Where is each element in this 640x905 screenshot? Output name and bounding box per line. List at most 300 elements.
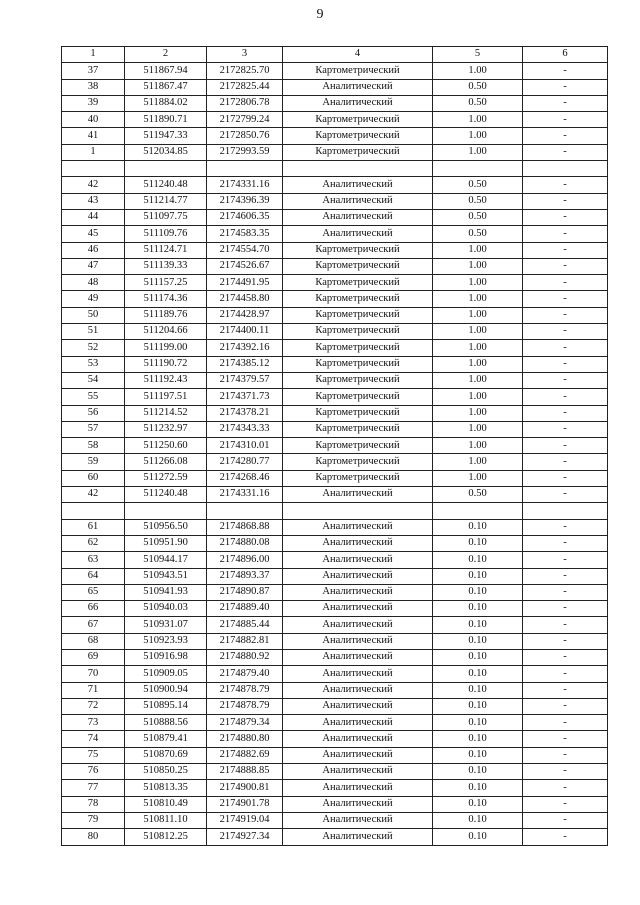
precision-cell: 1.00 bbox=[433, 307, 523, 323]
table-row bbox=[62, 698, 608, 714]
precision-cell: 1.00 bbox=[433, 454, 523, 470]
precision-cell: 0.10 bbox=[433, 780, 523, 796]
y-coordinate-cell: 2172825.44 bbox=[207, 79, 283, 95]
precision-cell: 0.10 bbox=[433, 552, 523, 568]
table-row bbox=[62, 649, 608, 665]
table-row bbox=[62, 633, 608, 649]
x-coordinate-cell: 510931.07 bbox=[125, 617, 207, 633]
method-cell: Картометрический bbox=[283, 454, 433, 470]
point-number-cell: 55 bbox=[62, 389, 125, 405]
table-row bbox=[62, 389, 608, 405]
y-coordinate-cell: 2174880.08 bbox=[207, 535, 283, 551]
note-cell: - bbox=[523, 95, 608, 111]
point-number-cell: 49 bbox=[62, 291, 125, 307]
precision-cell: 0.10 bbox=[433, 601, 523, 617]
method-cell: Аналитический bbox=[283, 568, 433, 584]
x-coordinate-cell: 511214.77 bbox=[125, 193, 207, 209]
note-cell: - bbox=[523, 226, 608, 242]
y-coordinate-cell bbox=[207, 503, 283, 519]
note-cell: - bbox=[523, 552, 608, 568]
precision-cell: 1.00 bbox=[433, 112, 523, 128]
point-number-cell: 57 bbox=[62, 421, 125, 437]
precision-cell: 0.10 bbox=[433, 584, 523, 600]
x-coordinate-cell: 511867.47 bbox=[125, 79, 207, 95]
method-cell: Аналитический bbox=[283, 682, 433, 698]
x-coordinate-cell: 511947.33 bbox=[125, 128, 207, 144]
point-number-cell: 62 bbox=[62, 535, 125, 551]
table-row bbox=[62, 731, 608, 747]
y-coordinate-cell: 2174343.33 bbox=[207, 421, 283, 437]
method-cell: Картометрический bbox=[283, 112, 433, 128]
y-coordinate-cell: 2174880.80 bbox=[207, 731, 283, 747]
x-coordinate-cell: 510879.41 bbox=[125, 731, 207, 747]
column-header-2: 2 bbox=[125, 47, 207, 63]
method-cell: Аналитический bbox=[283, 519, 433, 535]
point-number-cell: 44 bbox=[62, 209, 125, 225]
point-number-cell: 66 bbox=[62, 601, 125, 617]
point-number-cell: 68 bbox=[62, 633, 125, 649]
note-cell: - bbox=[523, 275, 608, 291]
point-number-cell: 56 bbox=[62, 405, 125, 421]
table-row bbox=[62, 519, 608, 535]
y-coordinate-cell: 2174379.57 bbox=[207, 372, 283, 388]
table-row bbox=[62, 275, 608, 291]
x-coordinate-cell: 510870.69 bbox=[125, 747, 207, 763]
x-coordinate-cell: 511157.25 bbox=[125, 275, 207, 291]
method-cell: Аналитический bbox=[283, 747, 433, 763]
method-cell: Аналитический bbox=[283, 79, 433, 95]
coordinates-table bbox=[61, 46, 608, 846]
precision-cell: 0.50 bbox=[433, 487, 523, 503]
table-row bbox=[62, 226, 608, 242]
y-coordinate-cell: 2174868.88 bbox=[207, 519, 283, 535]
point-number-cell: 63 bbox=[62, 552, 125, 568]
precision-cell: 0.50 bbox=[433, 79, 523, 95]
point-number-cell: 42 bbox=[62, 177, 125, 193]
precision-cell: 1.00 bbox=[433, 421, 523, 437]
precision-cell: 1.00 bbox=[433, 258, 523, 274]
x-coordinate-cell: 511272.59 bbox=[125, 470, 207, 486]
y-coordinate-cell: 2172850.76 bbox=[207, 128, 283, 144]
precision-cell: 0.10 bbox=[433, 617, 523, 633]
note-cell: - bbox=[523, 356, 608, 372]
table-row bbox=[62, 666, 608, 682]
precision-cell: 0.50 bbox=[433, 209, 523, 225]
table-row bbox=[62, 535, 608, 551]
precision-cell: 1.00 bbox=[433, 470, 523, 486]
precision-cell: 1.00 bbox=[433, 63, 523, 79]
point-number-cell: 74 bbox=[62, 731, 125, 747]
note-cell: - bbox=[523, 780, 608, 796]
table-row bbox=[62, 291, 608, 307]
note-cell: - bbox=[523, 470, 608, 486]
y-coordinate-cell: 2172993.59 bbox=[207, 144, 283, 160]
note-cell: - bbox=[523, 389, 608, 405]
point-number-cell: 60 bbox=[62, 470, 125, 486]
method-cell: Аналитический bbox=[283, 552, 433, 568]
point-number-cell: 64 bbox=[62, 568, 125, 584]
method-cell: Картометрический bbox=[283, 144, 433, 160]
note-cell: - bbox=[523, 63, 608, 79]
x-coordinate-cell: 511867.94 bbox=[125, 63, 207, 79]
note-cell: - bbox=[523, 649, 608, 665]
y-coordinate-cell: 2174458.80 bbox=[207, 291, 283, 307]
point-number-cell: 61 bbox=[62, 519, 125, 535]
x-coordinate-cell bbox=[125, 161, 207, 177]
method-cell: Картометрический bbox=[283, 291, 433, 307]
x-coordinate-cell: 511124.71 bbox=[125, 242, 207, 258]
note-cell: - bbox=[523, 812, 608, 828]
table-row bbox=[62, 568, 608, 584]
y-coordinate-cell: 2174378.21 bbox=[207, 405, 283, 421]
y-coordinate-cell: 2172825.70 bbox=[207, 63, 283, 79]
note-cell: - bbox=[523, 242, 608, 258]
note-cell: - bbox=[523, 438, 608, 454]
x-coordinate-cell: 510941.93 bbox=[125, 584, 207, 600]
point-number-cell: 47 bbox=[62, 258, 125, 274]
x-coordinate-cell: 510909.05 bbox=[125, 666, 207, 682]
point-number-cell: 42 bbox=[62, 487, 125, 503]
method-cell: Картометрический bbox=[283, 242, 433, 258]
method-cell: Картометрический bbox=[283, 128, 433, 144]
point-number-cell: 43 bbox=[62, 193, 125, 209]
x-coordinate-cell: 511204.66 bbox=[125, 324, 207, 340]
y-coordinate-cell: 2174880.92 bbox=[207, 649, 283, 665]
table-body bbox=[62, 63, 608, 845]
precision-cell: 0.10 bbox=[433, 747, 523, 763]
note-cell: - bbox=[523, 584, 608, 600]
x-coordinate-cell: 511884.02 bbox=[125, 95, 207, 111]
point-number-cell bbox=[62, 503, 125, 519]
method-cell: Аналитический bbox=[283, 584, 433, 600]
method-cell: Картометрический bbox=[283, 470, 433, 486]
precision-cell: 1.00 bbox=[433, 372, 523, 388]
method-cell: Картометрический bbox=[283, 389, 433, 405]
table-row bbox=[62, 829, 608, 845]
y-coordinate-cell: 2174385.12 bbox=[207, 356, 283, 372]
y-coordinate-cell: 2174554.70 bbox=[207, 242, 283, 258]
table-row bbox=[62, 307, 608, 323]
table-row bbox=[62, 324, 608, 340]
method-cell: Аналитический bbox=[283, 601, 433, 617]
method-cell: Аналитический bbox=[283, 731, 433, 747]
point-number-cell: 52 bbox=[62, 340, 125, 356]
note-cell: - bbox=[523, 193, 608, 209]
method-cell: Аналитический bbox=[283, 487, 433, 503]
precision-cell: 1.00 bbox=[433, 356, 523, 372]
column-header-4: 4 bbox=[283, 47, 433, 63]
method-cell: Картометрический bbox=[283, 356, 433, 372]
column-header-5: 5 bbox=[433, 47, 523, 63]
point-number-cell: 69 bbox=[62, 649, 125, 665]
y-coordinate-cell: 2174606.35 bbox=[207, 209, 283, 225]
point-number-cell: 37 bbox=[62, 63, 125, 79]
y-coordinate-cell: 2174878.79 bbox=[207, 682, 283, 698]
precision-cell: 0.10 bbox=[433, 633, 523, 649]
y-coordinate-cell: 2174890.87 bbox=[207, 584, 283, 600]
x-coordinate-cell: 511097.75 bbox=[125, 209, 207, 225]
method-cell: Аналитический bbox=[283, 796, 433, 812]
table-row bbox=[62, 796, 608, 812]
y-coordinate-cell: 2174526.67 bbox=[207, 258, 283, 274]
point-number-cell: 80 bbox=[62, 829, 125, 845]
y-coordinate-cell: 2174889.40 bbox=[207, 601, 283, 617]
x-coordinate-cell: 510850.25 bbox=[125, 764, 207, 780]
method-cell: Аналитический bbox=[283, 177, 433, 193]
precision-cell: 0.10 bbox=[433, 796, 523, 812]
table-row bbox=[62, 682, 608, 698]
table-row bbox=[62, 95, 608, 111]
method-cell: Аналитический bbox=[283, 209, 433, 225]
precision-cell: 1.00 bbox=[433, 291, 523, 307]
y-coordinate-cell: 2174882.69 bbox=[207, 747, 283, 763]
table-row bbox=[62, 405, 608, 421]
y-coordinate-cell: 2174896.00 bbox=[207, 552, 283, 568]
precision-cell: 0.10 bbox=[433, 519, 523, 535]
x-coordinate-cell: 510951.90 bbox=[125, 535, 207, 551]
precision-cell: 1.00 bbox=[433, 242, 523, 258]
note-cell bbox=[523, 161, 608, 177]
method-cell: Аналитический bbox=[283, 715, 433, 731]
y-coordinate-cell: 2174331.16 bbox=[207, 177, 283, 193]
table-row bbox=[62, 161, 608, 177]
method-cell: Аналитический bbox=[283, 666, 433, 682]
table-row bbox=[62, 421, 608, 437]
method-cell: Картометрический bbox=[283, 307, 433, 323]
method-cell: Аналитический bbox=[283, 829, 433, 845]
table-row bbox=[62, 764, 608, 780]
precision-cell: 1.00 bbox=[433, 389, 523, 405]
point-number-cell: 38 bbox=[62, 79, 125, 95]
precision-cell: 0.10 bbox=[433, 829, 523, 845]
method-cell: Аналитический bbox=[283, 698, 433, 714]
note-cell: - bbox=[523, 258, 608, 274]
method-cell: Картометрический bbox=[283, 275, 433, 291]
y-coordinate-cell: 2174893.37 bbox=[207, 568, 283, 584]
point-number-cell: 79 bbox=[62, 812, 125, 828]
precision-cell: 0.50 bbox=[433, 95, 523, 111]
precision-cell bbox=[433, 161, 523, 177]
method-cell: Картометрический bbox=[283, 438, 433, 454]
note-cell: - bbox=[523, 372, 608, 388]
point-number-cell: 67 bbox=[62, 617, 125, 633]
precision-cell: 0.10 bbox=[433, 568, 523, 584]
point-number-cell: 39 bbox=[62, 95, 125, 111]
x-coordinate-cell: 510943.51 bbox=[125, 568, 207, 584]
point-number-cell: 45 bbox=[62, 226, 125, 242]
precision-cell: 0.50 bbox=[433, 177, 523, 193]
table-row bbox=[62, 63, 608, 79]
method-cell: Аналитический bbox=[283, 95, 433, 111]
point-number-cell: 59 bbox=[62, 454, 125, 470]
note-cell: - bbox=[523, 747, 608, 763]
note-cell: - bbox=[523, 454, 608, 470]
table-row bbox=[62, 715, 608, 731]
precision-cell: 1.00 bbox=[433, 438, 523, 454]
table-row bbox=[62, 112, 608, 128]
note-cell: - bbox=[523, 519, 608, 535]
table-row bbox=[62, 79, 608, 95]
x-coordinate-cell: 511250.60 bbox=[125, 438, 207, 454]
note-cell: - bbox=[523, 405, 608, 421]
precision-cell: 1.00 bbox=[433, 340, 523, 356]
y-coordinate-cell: 2174888.85 bbox=[207, 764, 283, 780]
y-coordinate-cell: 2174491.95 bbox=[207, 275, 283, 291]
table-row bbox=[62, 487, 608, 503]
precision-cell: 0.10 bbox=[433, 764, 523, 780]
table-row bbox=[62, 617, 608, 633]
table-row bbox=[62, 454, 608, 470]
x-coordinate-cell: 511192.43 bbox=[125, 372, 207, 388]
table-row bbox=[62, 193, 608, 209]
method-cell: Аналитический bbox=[283, 193, 433, 209]
point-number-cell: 70 bbox=[62, 666, 125, 682]
y-coordinate-cell: 2174879.40 bbox=[207, 666, 283, 682]
x-coordinate-cell: 510813.35 bbox=[125, 780, 207, 796]
note-cell: - bbox=[523, 796, 608, 812]
y-coordinate-cell: 2174280.77 bbox=[207, 454, 283, 470]
note-cell: - bbox=[523, 79, 608, 95]
method-cell: Картометрический bbox=[283, 372, 433, 388]
x-coordinate-cell: 510895.14 bbox=[125, 698, 207, 714]
note-cell: - bbox=[523, 487, 608, 503]
point-number-cell: 53 bbox=[62, 356, 125, 372]
method-cell: Картометрический bbox=[283, 63, 433, 79]
method-cell bbox=[283, 503, 433, 519]
x-coordinate-cell: 510944.17 bbox=[125, 552, 207, 568]
y-coordinate-cell: 2174927.34 bbox=[207, 829, 283, 845]
note-cell: - bbox=[523, 421, 608, 437]
table-row bbox=[62, 812, 608, 828]
note-cell: - bbox=[523, 617, 608, 633]
method-cell: Аналитический bbox=[283, 764, 433, 780]
method-cell: Аналитический bbox=[283, 780, 433, 796]
method-cell bbox=[283, 161, 433, 177]
table-row bbox=[62, 372, 608, 388]
table-row bbox=[62, 356, 608, 372]
table-row bbox=[62, 552, 608, 568]
y-coordinate-cell: 2174310.01 bbox=[207, 438, 283, 454]
table-row bbox=[62, 144, 608, 160]
table-row bbox=[62, 438, 608, 454]
y-coordinate-cell: 2172806.78 bbox=[207, 95, 283, 111]
note-cell: - bbox=[523, 307, 608, 323]
method-cell: Аналитический bbox=[283, 812, 433, 828]
x-coordinate-cell: 511199.00 bbox=[125, 340, 207, 356]
x-coordinate-cell: 510811.10 bbox=[125, 812, 207, 828]
table-row bbox=[62, 258, 608, 274]
note-cell: - bbox=[523, 715, 608, 731]
x-coordinate-cell: 510888.56 bbox=[125, 715, 207, 731]
x-coordinate-cell bbox=[125, 503, 207, 519]
x-coordinate-cell: 511190.72 bbox=[125, 356, 207, 372]
note-cell: - bbox=[523, 682, 608, 698]
x-coordinate-cell: 510916.98 bbox=[125, 649, 207, 665]
point-number-cell: 41 bbox=[62, 128, 125, 144]
table-row bbox=[62, 340, 608, 356]
y-coordinate-cell: 2174900.81 bbox=[207, 780, 283, 796]
x-coordinate-cell: 510940.03 bbox=[125, 601, 207, 617]
table-row bbox=[62, 209, 608, 225]
precision-cell: 1.00 bbox=[433, 275, 523, 291]
note-cell: - bbox=[523, 291, 608, 307]
precision-cell: 0.10 bbox=[433, 715, 523, 731]
x-coordinate-cell: 511189.76 bbox=[125, 307, 207, 323]
precision-cell: 0.10 bbox=[433, 682, 523, 698]
note-cell: - bbox=[523, 731, 608, 747]
y-coordinate-cell: 2174882.81 bbox=[207, 633, 283, 649]
column-header-6: 6 bbox=[523, 47, 608, 63]
point-number-cell bbox=[62, 161, 125, 177]
point-number-cell: 58 bbox=[62, 438, 125, 454]
point-number-cell: 76 bbox=[62, 764, 125, 780]
precision-cell: 0.10 bbox=[433, 698, 523, 714]
method-cell: Картометрический bbox=[283, 340, 433, 356]
point-number-cell: 40 bbox=[62, 112, 125, 128]
column-header-3: 3 bbox=[207, 47, 283, 63]
point-number-cell: 72 bbox=[62, 698, 125, 714]
y-coordinate-cell: 2174396.39 bbox=[207, 193, 283, 209]
note-cell: - bbox=[523, 128, 608, 144]
note-cell: - bbox=[523, 568, 608, 584]
table-row bbox=[62, 177, 608, 193]
precision-cell: 0.10 bbox=[433, 812, 523, 828]
y-coordinate-cell: 2174583.35 bbox=[207, 226, 283, 242]
y-coordinate-cell: 2174885.44 bbox=[207, 617, 283, 633]
x-coordinate-cell: 512034.85 bbox=[125, 144, 207, 160]
method-cell: Аналитический bbox=[283, 633, 433, 649]
y-coordinate-cell: 2174428.97 bbox=[207, 307, 283, 323]
note-cell: - bbox=[523, 829, 608, 845]
method-cell: Картометрический bbox=[283, 405, 433, 421]
note-cell: - bbox=[523, 340, 608, 356]
precision-cell: 1.00 bbox=[433, 128, 523, 144]
precision-cell: 0.10 bbox=[433, 535, 523, 551]
y-coordinate-cell bbox=[207, 161, 283, 177]
method-cell: Аналитический bbox=[283, 535, 433, 551]
y-coordinate-cell: 2174879.34 bbox=[207, 715, 283, 731]
method-cell: Картометрический bbox=[283, 324, 433, 340]
point-number-cell: 46 bbox=[62, 242, 125, 258]
x-coordinate-cell: 510956.50 bbox=[125, 519, 207, 535]
x-coordinate-cell: 511890.71 bbox=[125, 112, 207, 128]
x-coordinate-cell: 510900.94 bbox=[125, 682, 207, 698]
table-row bbox=[62, 128, 608, 144]
note-cell: - bbox=[523, 209, 608, 225]
precision-cell: 0.10 bbox=[433, 649, 523, 665]
y-coordinate-cell: 2174901.78 bbox=[207, 796, 283, 812]
precision-cell: 0.10 bbox=[433, 731, 523, 747]
precision-cell: 0.10 bbox=[433, 666, 523, 682]
precision-cell: 0.50 bbox=[433, 193, 523, 209]
x-coordinate-cell: 511214.52 bbox=[125, 405, 207, 421]
point-number-cell: 50 bbox=[62, 307, 125, 323]
point-number-cell: 73 bbox=[62, 715, 125, 731]
note-cell: - bbox=[523, 698, 608, 714]
table-row bbox=[62, 601, 608, 617]
x-coordinate-cell: 510812.25 bbox=[125, 829, 207, 845]
x-coordinate-cell: 511232.97 bbox=[125, 421, 207, 437]
note-cell bbox=[523, 503, 608, 519]
x-coordinate-cell: 510810.49 bbox=[125, 796, 207, 812]
point-number-cell: 48 bbox=[62, 275, 125, 291]
table-row bbox=[62, 242, 608, 258]
table-row bbox=[62, 503, 608, 519]
table-header-row bbox=[62, 47, 608, 63]
y-coordinate-cell: 2174268.46 bbox=[207, 470, 283, 486]
note-cell: - bbox=[523, 601, 608, 617]
precision-cell: 1.00 bbox=[433, 405, 523, 421]
